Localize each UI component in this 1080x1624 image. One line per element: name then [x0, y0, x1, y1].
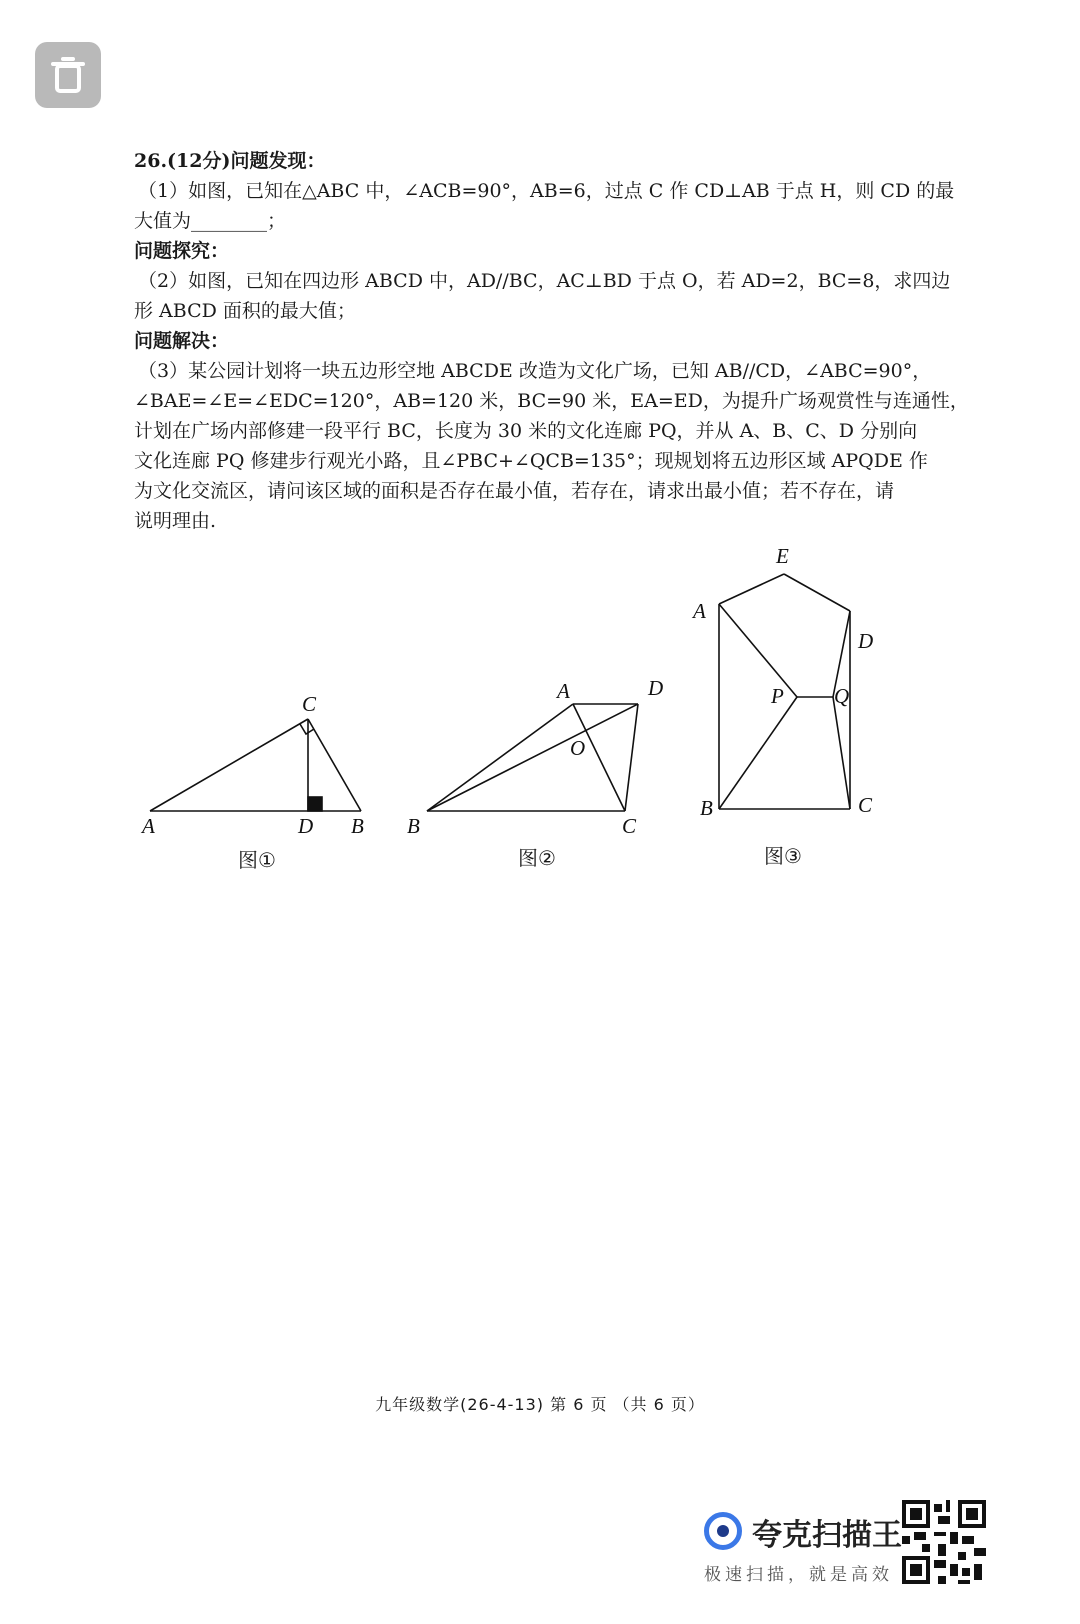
figure-2 — [427, 704, 638, 811]
fig1-label-a: A — [142, 814, 155, 838]
fig3-caption: 图③ — [764, 844, 802, 868]
fig2-label-o: O — [570, 736, 586, 760]
section-explore: 问题探究： — [134, 240, 230, 262]
fig1-caption: 图① — [238, 848, 276, 872]
fig3-label-p: P — [771, 684, 784, 708]
part3-line4: 文化连廊 PQ 修建步行观光小路，且∠PBC+∠QCB=135°；现规划将五边形区域 APQDE 作 — [134, 450, 928, 472]
part3-line1: （3）某公园计划将一块五边形空地 ABCDE 改造为文化广场，已知 AB//CD，∠ABC=90°， — [138, 360, 932, 382]
fig2-side-dc — [625, 704, 638, 811]
part2-line1: （2）如图，已知在四边形 ABCD 中，AD//BC，AC⊥BD 于点 O，若 AD=2，BC=8，求四边 — [138, 270, 951, 292]
fig3-side-ae — [719, 574, 784, 604]
part1-line1: （1）如图，已知在△ABC 中，∠ACB=90°，AB=6，过点 C 作 CD⊥AB 于点 H，则 CD 的最 — [138, 180, 955, 202]
fig1-right-angle-d — [308, 797, 322, 811]
quark-logo-icon — [704, 1512, 742, 1550]
fig3-label-e: E — [776, 544, 789, 568]
figure-3 — [719, 574, 850, 809]
part3-line6: 说明理由. — [134, 510, 217, 532]
fig2-side-ab — [427, 704, 573, 811]
fig3-label-c: C — [858, 793, 873, 817]
fig3-path-cq — [833, 697, 850, 809]
qr-code-icon — [902, 1500, 986, 1584]
fig3-label-a: A — [693, 599, 706, 623]
fig2-label-c: C — [622, 814, 637, 838]
problem-header: 26.(12分)问题发现： — [134, 150, 326, 172]
scanner-watermark — [704, 1504, 1000, 1600]
part2-line2: 形 ABCD 面积的最大值； — [134, 300, 356, 322]
fig2-label-d: D — [648, 676, 664, 700]
figure-1 — [150, 719, 361, 811]
fig1-side-ac — [150, 719, 308, 811]
fig2-label-a: A — [557, 679, 570, 703]
fig3-label-q: Q — [834, 684, 850, 708]
fig1-label-b: B — [351, 814, 364, 838]
fig2-diagonal-bd — [427, 704, 638, 811]
watermark-slogan: 极速扫描，就是高效 — [704, 1565, 893, 1585]
part3-line3: 计划在广场内部修建一段平行 BC，长度为 30 米的文化连廊 PQ，并从 A、B、C、D 分别向 — [134, 420, 918, 442]
fig1-label-c: C — [302, 692, 317, 716]
fig2-caption: 图② — [518, 846, 556, 870]
fig3-side-ed — [784, 574, 850, 611]
fig3-path-bp — [719, 697, 797, 809]
part3-line5: 为文化交流区，请问该区域的面积是否存在最小值，若存在，请求出最小值；若不存在，请 — [134, 480, 895, 502]
part3-line2: ∠BAE=∠E=∠EDC=120°，AB=120 米，BC=90 米，EA=ED，为提升广场观赏性与连通性， — [134, 390, 969, 412]
fig1-label-d: D — [298, 814, 314, 838]
fig3-label-d: D — [858, 629, 874, 653]
part1-line2: 大值为________； — [134, 210, 287, 232]
fig3-label-b: B — [700, 796, 713, 820]
watermark-brand: 夸克扫描王 — [752, 1518, 902, 1553]
section-solve: 问题解决： — [134, 330, 230, 352]
page-footer: 九年级数学(26-4-13) 第 6 页 （共 6 页） — [375, 1395, 705, 1414]
fig2-label-b: B — [407, 814, 420, 838]
fig3-path-ap — [719, 604, 797, 697]
